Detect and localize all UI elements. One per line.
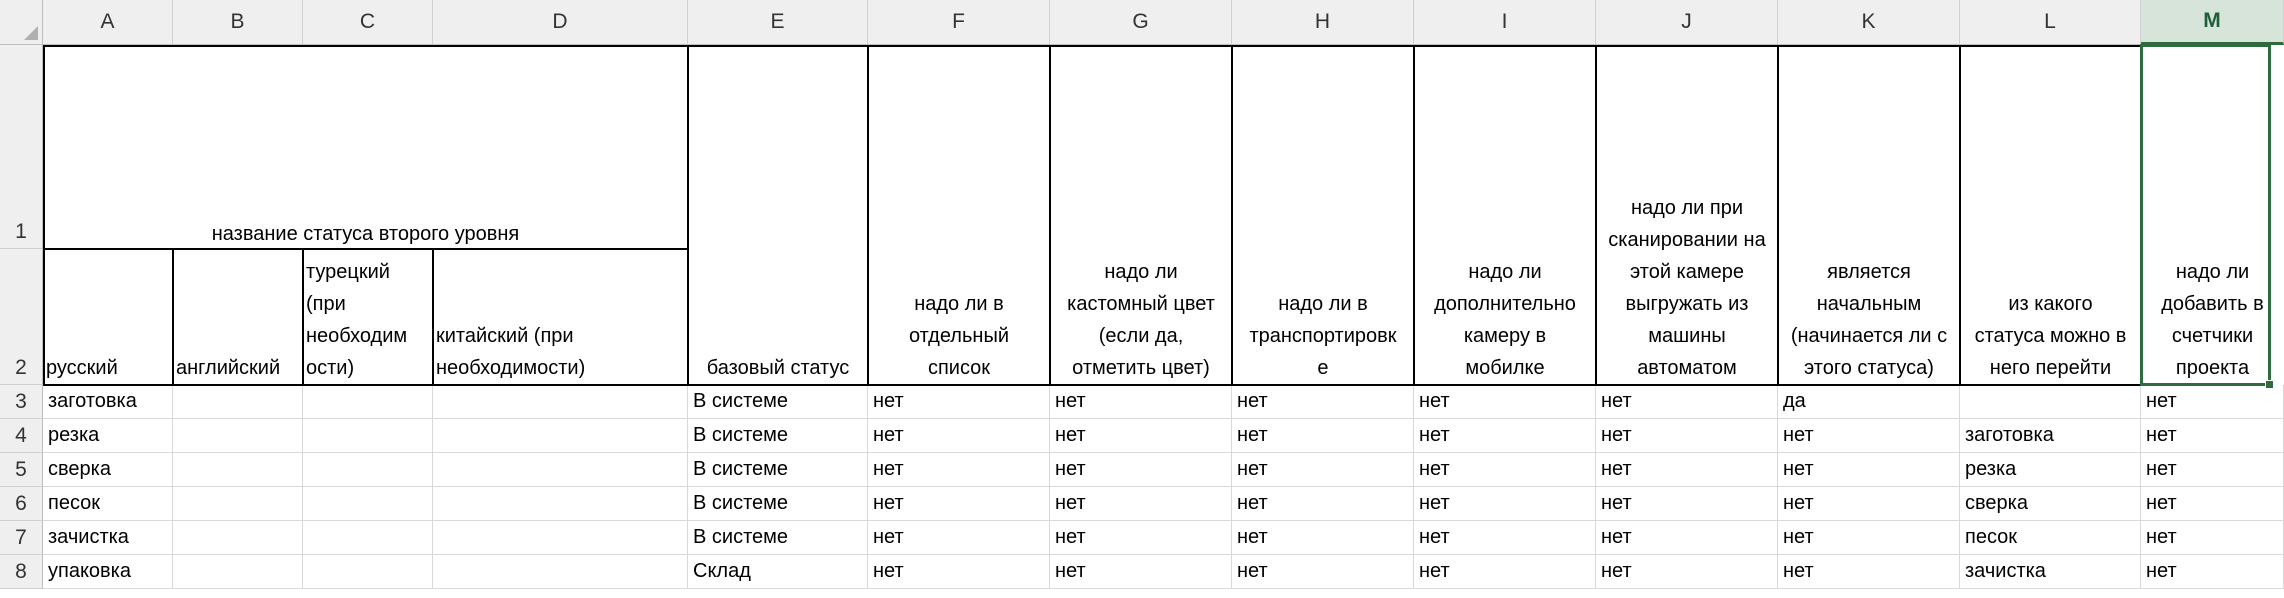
- cell-a5[interactable]: сверка: [43, 453, 173, 487]
- header-text-l: [1975, 288, 2127, 384]
- cell-c6[interactable]: [303, 487, 433, 521]
- cell-h5[interactable]: нет: [1232, 453, 1414, 487]
- cell-e5[interactable]: В системе: [688, 453, 868, 487]
- cell-c4[interactable]: [303, 419, 433, 453]
- header-cell-l[interactable]: [1960, 45, 2141, 385]
- header-divider: [1231, 45, 1233, 385]
- header-text-e: базовый статус: [706, 357, 850, 379]
- header-divider: [1413, 45, 1415, 385]
- cell-k7[interactable]: нет: [1778, 521, 1960, 555]
- header-line: китайский (при: [436, 325, 574, 347]
- cell-j5[interactable]: нет: [1596, 453, 1778, 487]
- cell-m4[interactable]: нет: [2141, 419, 2284, 453]
- header-line: отметить цвет): [1072, 357, 1210, 379]
- cell-g4[interactable]: нет: [1050, 419, 1232, 453]
- column-header-c[interactable]: C: [303, 0, 433, 45]
- header-text-k: [1791, 256, 1947, 384]
- column-header-b[interactable]: B: [173, 0, 303, 45]
- column-header-k[interactable]: K: [1778, 0, 1960, 45]
- header-divider: [1777, 45, 1779, 385]
- cell-l3[interactable]: [1960, 385, 2141, 419]
- cell-d4[interactable]: [433, 419, 688, 453]
- cell-f7[interactable]: нет: [868, 521, 1050, 555]
- cell-k6[interactable]: нет: [1778, 487, 1960, 521]
- cell-b8[interactable]: [173, 555, 303, 589]
- cell-d7[interactable]: [433, 521, 688, 555]
- header-line: автоматом: [1637, 357, 1737, 379]
- header-cell-e[interactable]: [688, 45, 868, 385]
- header-cell-a[interactable]: [43, 249, 173, 385]
- header-text-f: [909, 288, 1009, 384]
- header-divider: [1049, 45, 1051, 385]
- cell-b3[interactable]: [173, 385, 303, 419]
- cell-f3[interactable]: нет: [868, 385, 1050, 419]
- row-header-7[interactable]: 7: [0, 521, 43, 555]
- header-line: е: [1317, 357, 1329, 379]
- header-cell-d[interactable]: [433, 249, 688, 385]
- cell-k5[interactable]: нет: [1778, 453, 1960, 487]
- header-line: этой камере: [1630, 261, 1744, 283]
- header-line: (если да,: [1098, 325, 1184, 347]
- column-header-h[interactable]: H: [1232, 0, 1414, 45]
- column-header-l[interactable]: L: [1960, 0, 2141, 45]
- header-line: кастомный цвет: [1067, 293, 1215, 315]
- header-divider: [1595, 45, 1597, 385]
- column-header-e[interactable]: E: [688, 0, 868, 45]
- header-text-h: [1249, 288, 1396, 384]
- header-line: надо ли при: [1630, 197, 1744, 219]
- cell-j7[interactable]: нет: [1596, 521, 1778, 555]
- merged-header-title: название статуса второго уровня: [211, 223, 520, 245]
- header-border-bottom: [43, 384, 2270, 386]
- header-cell-i[interactable]: [1414, 45, 1596, 385]
- header-line: этого статуса): [1804, 357, 1934, 379]
- header-text-d: [436, 320, 585, 384]
- header-cell-k[interactable]: [1778, 45, 1960, 385]
- cell-g5[interactable]: нет: [1050, 453, 1232, 487]
- select-all-triangle-icon: [24, 26, 38, 40]
- header-divider: [867, 45, 869, 385]
- cell-e4[interactable]: В системе: [688, 419, 868, 453]
- column-header-f[interactable]: F: [868, 0, 1050, 45]
- header-line: необходимости): [436, 357, 586, 379]
- cell-j8[interactable]: нет: [1596, 555, 1778, 589]
- cell-b4[interactable]: [173, 419, 303, 453]
- cell-h3[interactable]: нет: [1232, 385, 1414, 419]
- header-line: является: [1827, 261, 1911, 283]
- cell-g6[interactable]: нет: [1050, 487, 1232, 521]
- cell-l5[interactable]: резка: [1960, 453, 2141, 487]
- cell-i7[interactable]: нет: [1414, 521, 1596, 555]
- header-text-i: [1434, 256, 1576, 384]
- cell-f4[interactable]: нет: [868, 419, 1050, 453]
- header-border-top: [43, 45, 2270, 47]
- cell-a7[interactable]: зачистка: [43, 521, 173, 555]
- subheader-divider: [302, 249, 304, 385]
- cell-h6[interactable]: нет: [1232, 487, 1414, 521]
- header-line: ости): [306, 357, 355, 379]
- cell-g7[interactable]: нет: [1050, 521, 1232, 555]
- cell-h8[interactable]: нет: [1232, 555, 1414, 589]
- header-line: надо ли: [1104, 261, 1178, 283]
- cell-f8[interactable]: нет: [868, 555, 1050, 589]
- cell-m3[interactable]: нет: [2141, 385, 2284, 419]
- cell-c3[interactable]: [303, 385, 433, 419]
- row-header-8[interactable]: 8: [0, 555, 43, 589]
- header-text-b: английский: [176, 357, 281, 379]
- cell-d6[interactable]: [433, 487, 688, 521]
- cell-i6[interactable]: нет: [1414, 487, 1596, 521]
- header-cell-f[interactable]: [868, 45, 1050, 385]
- header-line: него перейти: [1989, 357, 2112, 379]
- cell-l7[interactable]: песок: [1960, 521, 2141, 555]
- cell-d5[interactable]: [433, 453, 688, 487]
- cell-l4[interactable]: заготовка: [1960, 419, 2141, 453]
- cell-e6[interactable]: В системе: [688, 487, 868, 521]
- subheader-divider: [432, 249, 434, 385]
- active-cell-selection: [2140, 44, 2271, 386]
- cell-c7[interactable]: [303, 521, 433, 555]
- row-header-4[interactable]: 4: [0, 419, 43, 453]
- header-line: счетчики: [2171, 325, 2254, 347]
- cell-c5[interactable]: [303, 453, 433, 487]
- cell-k3[interactable]: да: [1778, 385, 1960, 419]
- cell-j3[interactable]: нет: [1596, 385, 1778, 419]
- cell-b6[interactable]: [173, 487, 303, 521]
- header-text-c: [306, 256, 407, 384]
- column-header-j[interactable]: J: [1596, 0, 1778, 45]
- header-line: сканировании на: [1608, 229, 1766, 251]
- cell-j6[interactable]: нет: [1596, 487, 1778, 521]
- header-line: мобилке: [1465, 357, 1545, 379]
- column-header-m[interactable]: M: [2141, 0, 2284, 45]
- header-border-left: [43, 45, 45, 385]
- cell-e7[interactable]: В системе: [688, 521, 868, 555]
- header-line: (начинается ли с: [1790, 325, 1948, 347]
- cell-d3[interactable]: [433, 385, 688, 419]
- header-line: камеру в: [1463, 325, 1547, 347]
- fill-handle[interactable]: [2265, 380, 2274, 389]
- cell-l6[interactable]: сверка: [1960, 487, 2141, 521]
- header-line: (при: [306, 293, 346, 315]
- header-line: надо ли в: [1278, 293, 1368, 315]
- cell-g8[interactable]: нет: [1050, 555, 1232, 589]
- cell-j4[interactable]: нет: [1596, 419, 1778, 453]
- cell-h4[interactable]: нет: [1232, 419, 1414, 453]
- header-line: необходим: [306, 325, 408, 347]
- cell-f6[interactable]: нет: [868, 487, 1050, 521]
- cell-l8[interactable]: зачистка: [1960, 555, 2141, 589]
- cell-a4[interactable]: резка: [43, 419, 173, 453]
- row-header-5[interactable]: 5: [0, 453, 43, 487]
- row-header-1[interactable]: 1: [0, 45, 43, 249]
- cell-k8[interactable]: нет: [1778, 555, 1960, 589]
- cell-b7[interactable]: [173, 521, 303, 555]
- header-line: турецкий: [306, 261, 390, 283]
- cell-i5[interactable]: нет: [1414, 453, 1596, 487]
- header-line: проекта: [2175, 357, 2250, 379]
- header-cell-h[interactable]: [1232, 45, 1414, 385]
- cell-a6[interactable]: песок: [43, 487, 173, 521]
- cell-f5[interactable]: нет: [868, 453, 1050, 487]
- header-text-j: [1608, 192, 1765, 384]
- header-line: статуса можно в: [1974, 325, 2127, 347]
- merged-title-underline: [43, 248, 688, 250]
- cell-m7[interactable]: нет: [2141, 521, 2284, 555]
- header-cell-j[interactable]: [1596, 45, 1778, 385]
- cell-m8[interactable]: нет: [2141, 555, 2284, 589]
- cell-e3[interactable]: В системе: [688, 385, 868, 419]
- header-line: надо ли: [2175, 261, 2250, 283]
- cell-g3[interactable]: нет: [1050, 385, 1232, 419]
- cell-i4[interactable]: нет: [1414, 419, 1596, 453]
- cell-c8[interactable]: [303, 555, 433, 589]
- header-cell-c[interactable]: [303, 249, 433, 385]
- cell-a3[interactable]: заготовка: [43, 385, 173, 419]
- column-header-d[interactable]: D: [433, 0, 688, 45]
- header-line: надо ли: [1468, 261, 1542, 283]
- header-line: начальным: [1816, 293, 1922, 315]
- header-line: выгружать из: [1625, 293, 1749, 315]
- subheader-divider: [172, 249, 174, 385]
- cell-k4[interactable]: нет: [1778, 419, 1960, 453]
- cell-e8[interactable]: Склад: [688, 555, 868, 589]
- column-header-g[interactable]: G: [1050, 0, 1232, 45]
- header-divider: [687, 45, 689, 385]
- column-header-a[interactable]: A: [43, 0, 173, 45]
- cell-i8[interactable]: нет: [1414, 555, 1596, 589]
- cell-d8[interactable]: [433, 555, 688, 589]
- header-text-a: русский: [46, 357, 118, 379]
- row-header-2[interactable]: 2: [0, 249, 43, 385]
- header-line: список: [927, 357, 991, 379]
- row-header-6[interactable]: 6: [0, 487, 43, 521]
- select-all-corner[interactable]: [0, 0, 43, 45]
- header-line: дополнительно: [1434, 293, 1576, 315]
- column-header-i[interactable]: I: [1414, 0, 1596, 45]
- cell-i3[interactable]: нет: [1414, 385, 1596, 419]
- header-line: машины: [1648, 325, 1726, 347]
- header-line: из какого: [2008, 293, 2093, 315]
- cell-m5[interactable]: нет: [2141, 453, 2284, 487]
- header-cell-g[interactable]: [1050, 45, 1232, 385]
- header-divider: [1959, 45, 1961, 385]
- row-header-3[interactable]: 3: [0, 385, 43, 419]
- header-text-g: [1067, 256, 1215, 384]
- header-line: добавить в: [2161, 293, 2264, 315]
- header-line: отдельный: [909, 325, 1009, 347]
- header-line: надо ли в: [914, 293, 1004, 315]
- header-cell-b[interactable]: [173, 249, 303, 385]
- cell-m6[interactable]: нет: [2141, 487, 2284, 521]
- cell-b5[interactable]: [173, 453, 303, 487]
- cell-a8[interactable]: упаковка: [43, 555, 173, 589]
- header-line: транспортировк: [1249, 325, 1397, 347]
- cell-h7[interactable]: нет: [1232, 521, 1414, 555]
